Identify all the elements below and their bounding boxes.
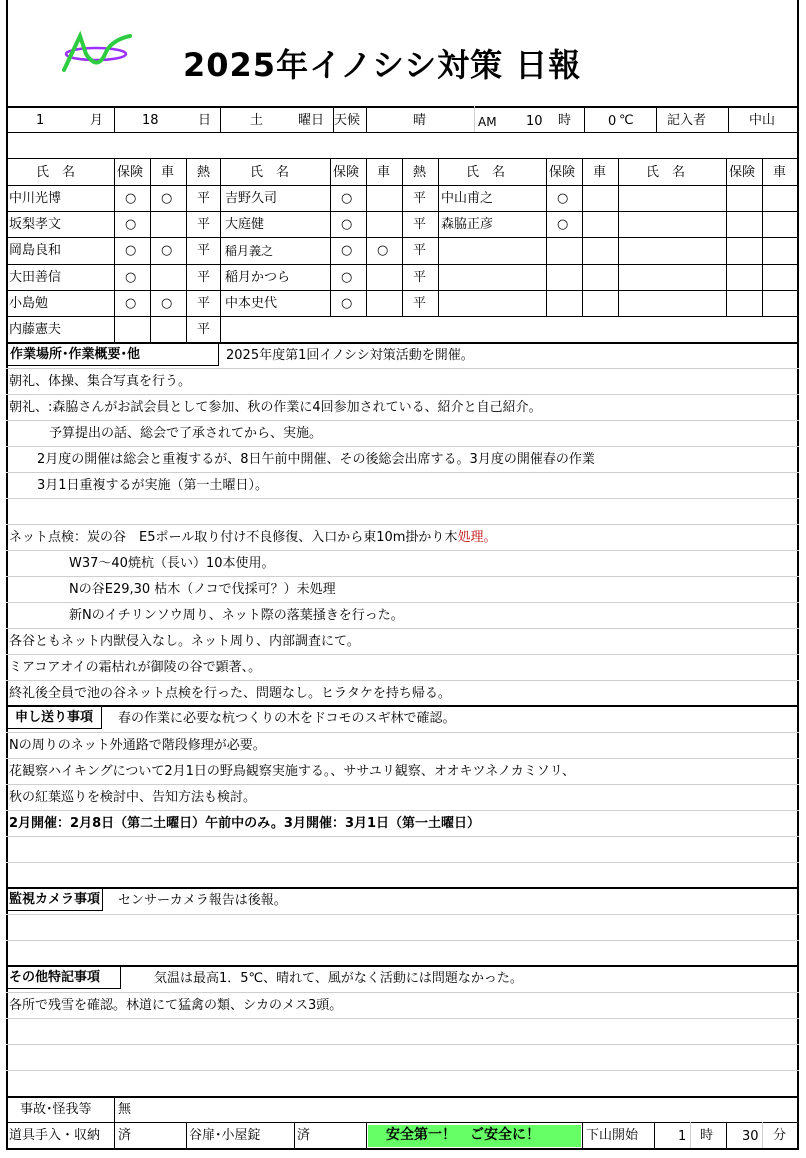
attendee-name: 大庭健 bbox=[225, 217, 265, 232]
header-name-2: 氏 名 bbox=[250, 165, 290, 180]
attendee-insurance: ○ bbox=[341, 296, 353, 311]
leave-hour-label: 時 bbox=[700, 1128, 714, 1143]
month-label: 月 bbox=[90, 113, 104, 128]
attendee-name: 吉野久司 bbox=[225, 191, 278, 206]
temp-unit: ℃ bbox=[619, 113, 634, 128]
recorder-value: 中山 bbox=[749, 113, 776, 128]
work-line: 予算提出の話、総会で了承されてから、実施。 bbox=[49, 426, 323, 441]
leave-label: 下山開始 bbox=[586, 1128, 639, 1143]
attendee-fever: 平 bbox=[197, 191, 211, 206]
attendee-insurance: ○ bbox=[125, 217, 137, 232]
handover-line: 秋の紅葉巡りを検討中、告知方法も検討。 bbox=[9, 790, 257, 805]
attendee-fever: 平 bbox=[413, 243, 427, 258]
month-value: 1 bbox=[36, 113, 45, 128]
attendee-insurance: ○ bbox=[557, 191, 569, 206]
work-line: 新Nのイチリンソウ周り、ネット際の落葉掻きを行った。 bbox=[69, 608, 404, 623]
weather-value: 晴 bbox=[413, 113, 427, 128]
header-fever-1: 熱 bbox=[197, 165, 211, 180]
attendee-insurance: ○ bbox=[341, 191, 353, 206]
weekday-label: 曜日 bbox=[298, 113, 325, 128]
attendee-name: 大田善信 bbox=[9, 270, 62, 285]
camera-headline: センサーカメラ報告は後報。 bbox=[118, 893, 287, 908]
leave-minute-label: 分 bbox=[773, 1128, 787, 1143]
temp-value: 0 bbox=[608, 114, 617, 129]
attendee-car: ○ bbox=[161, 191, 173, 206]
attendee-fever: 平 bbox=[197, 296, 211, 311]
attendee-car: ○ bbox=[377, 243, 389, 258]
attendee-insurance: ○ bbox=[341, 217, 353, 232]
attendee-fever: 平 bbox=[413, 270, 427, 285]
attendee-insurance: ○ bbox=[341, 243, 353, 258]
attendee-fever: 平 bbox=[197, 322, 211, 337]
work-line: ミアコアオイの霜枯れが御陵の谷で顕著、。 bbox=[9, 660, 262, 675]
attendee-name: 坂梨孝文 bbox=[9, 217, 62, 232]
attendee-insurance: ○ bbox=[125, 191, 137, 206]
attendee-name: 中川光博 bbox=[9, 191, 62, 206]
hour-value: 10 bbox=[526, 114, 543, 129]
attendee-name: 中本史代 bbox=[225, 296, 278, 311]
header-car-4: 車 bbox=[773, 165, 787, 180]
attendee-insurance: ○ bbox=[125, 296, 137, 311]
gate-label: 谷扉･小屋錠 bbox=[189, 1128, 261, 1143]
attendee-fever: 平 bbox=[413, 191, 427, 206]
day-label: 日 bbox=[198, 113, 212, 128]
header-name-4: 氏 名 bbox=[646, 165, 686, 180]
tools-value: 済 bbox=[118, 1128, 132, 1143]
attendee-car: ○ bbox=[161, 243, 173, 258]
net-check-red-text: 処理。 bbox=[457, 530, 497, 545]
net-check-text: ネット点検：炭の谷 E5ポール取り付け不良修復、入口から東10m掛かり木 bbox=[9, 530, 458, 545]
attendee-insurance: ○ bbox=[125, 243, 137, 258]
header-name-3: 氏 名 bbox=[466, 165, 506, 180]
hour-label: 時 bbox=[558, 113, 572, 128]
recorder-label: 記入者 bbox=[667, 113, 707, 128]
work-line: W37～40焼杭（長い）10本使用。 bbox=[69, 556, 275, 571]
day-value: 18 bbox=[142, 113, 159, 128]
work-line: 各谷ともネット内獣侵入なし。ネット周り、内部調査にて。 bbox=[9, 634, 360, 649]
handover-line: 2月開催：2月8日（第二土曜日）午前中のみ。3月開催：3月1日（第一土曜日） bbox=[9, 816, 481, 831]
attendee-name: 中山甫之 bbox=[441, 191, 494, 206]
work-line: Nの谷E29,30 枯木（ノコで伐採可？）未処理 bbox=[69, 582, 336, 597]
handover-line: Nの周りのネット外通路で階段修理が必要。 bbox=[9, 738, 266, 753]
other-headline: 気温は最高1．5℃、晴れて、風がなく活動には問題なかった。 bbox=[154, 971, 523, 986]
safety-banner: 安全第一！ ご安全に！ bbox=[386, 1127, 540, 1143]
handover-section-label: 申し送り事項 bbox=[6, 706, 102, 729]
attendee-fever: 平 bbox=[197, 270, 211, 285]
work-line bbox=[9, 531, 496, 544]
attendee-insurance: ○ bbox=[125, 270, 137, 285]
accident-label: 事故･怪我等 bbox=[20, 1102, 92, 1117]
attendee-name: 内藤憲夫 bbox=[9, 322, 62, 337]
accident-value: 無 bbox=[118, 1102, 132, 1117]
attendee-insurance: ○ bbox=[557, 217, 569, 232]
other-line: 各所で残雪を確認。林道にて猛禽の類、シカのメス3頭。 bbox=[9, 998, 343, 1013]
attendee-fever: 平 bbox=[197, 243, 211, 258]
work-line: 終礼後全員で池の谷ネット点検を行った、問題なし。ヒラタケを持ち帰る。 bbox=[9, 686, 451, 701]
attendee-name: 小島勉 bbox=[9, 296, 49, 311]
tools-label: 道具手入・収納 bbox=[9, 1128, 101, 1143]
work-section-label: 作業場所･作業概要･他 bbox=[6, 343, 219, 366]
other-section-label: その他特記事項 bbox=[6, 966, 121, 989]
attendee-car: ○ bbox=[161, 296, 173, 311]
handover-headline: 春の作業に必要な杭つくりの木をドコモのスギ林で確認。 bbox=[118, 711, 456, 726]
header-insurance-1: 保険 bbox=[117, 165, 144, 180]
attendee-name: 稲月かつら bbox=[225, 270, 291, 285]
work-line: 3月1日重複するが実施（第一土曜日）。 bbox=[37, 478, 269, 493]
header-insurance-3: 保険 bbox=[549, 165, 576, 180]
page-title: 2025年イノシシ対策 日報 bbox=[183, 46, 582, 84]
header-insurance-4: 保険 bbox=[729, 165, 756, 180]
gate-value: 済 bbox=[297, 1128, 311, 1143]
attendee-name: 岡島良和 bbox=[9, 243, 62, 258]
camera-section-label: 監視カメラ事項 bbox=[6, 888, 103, 911]
handover-line: 花観察ハイキングについて2月1日の野鳥観察実施する。、ササユリ観察、オオキツネノカミソリ、 bbox=[9, 764, 576, 779]
attendee-name: 森脇正彦 bbox=[441, 217, 494, 232]
header-car-1: 車 bbox=[161, 165, 175, 180]
weather-label: 天候 bbox=[334, 113, 361, 128]
work-line: 2月度の開催は総会と重複するが、8日午前中開催、その後総会出席する。3月度の開催春の作業 bbox=[37, 452, 595, 467]
attendee-insurance: ○ bbox=[341, 270, 353, 285]
header-name-1: 氏 名 bbox=[36, 165, 76, 180]
header-fever-2: 熱 bbox=[413, 165, 427, 180]
work-line: 朝礼、体操、集合写真を行う。 bbox=[9, 374, 192, 389]
attendee-fever: 平 bbox=[413, 217, 427, 232]
attendee-name: 稲月義之 bbox=[225, 244, 274, 258]
logo-icon bbox=[56, 28, 136, 74]
work-headline: 2025年度第1回イノシシ対策活動を開催。 bbox=[226, 348, 474, 363]
header-car-3: 車 bbox=[593, 165, 607, 180]
weekday-value: 土 bbox=[250, 113, 264, 128]
ampm-value: AM bbox=[478, 115, 497, 129]
header-insurance-2: 保険 bbox=[333, 165, 360, 180]
header-car-2: 車 bbox=[377, 165, 391, 180]
leave-minute: 30 bbox=[742, 1129, 759, 1144]
leave-hour: 1 bbox=[678, 1129, 687, 1144]
attendee-fever: 平 bbox=[413, 296, 427, 311]
attendee-fever: 平 bbox=[197, 217, 211, 232]
work-line: 朝礼、:森脇さんがお試会員として参加、秋の作業に4回参加されている、紹介と自己紹介。 bbox=[9, 400, 542, 415]
